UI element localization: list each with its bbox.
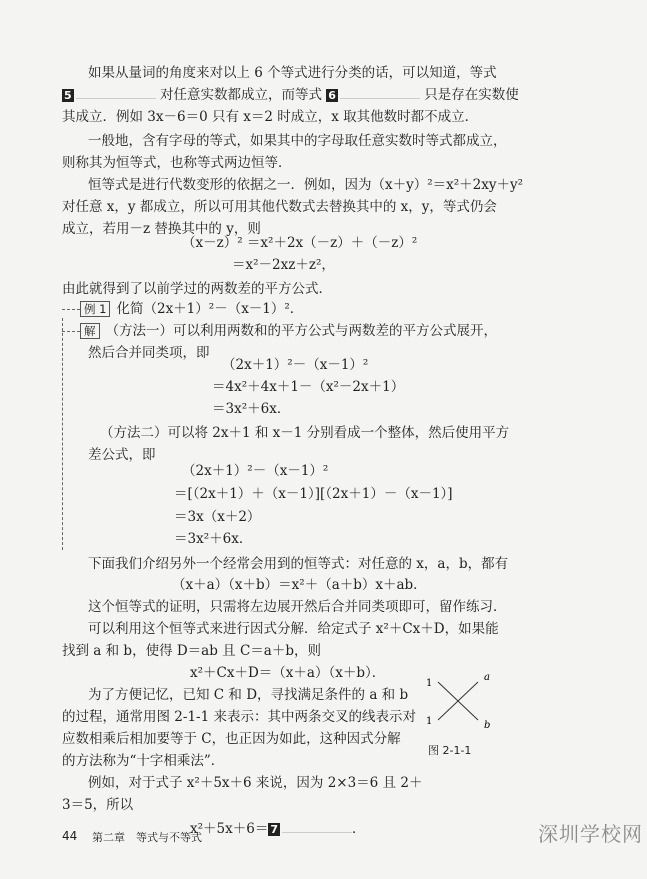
method1-line1 [80,322,497,340]
p4-line2: 这个恒等式的证明，只需将左边展开然后合并同类项即可，留作练习． [88,599,507,615]
p6-equation-text: x²＋5x＋6＝ [190,821,269,837]
p5-line1: 为了方便记忆，已知 C 和 D，寻找满足条件的 a 和 b [88,687,409,703]
p6-line1: 例如，对于式子 x²＋5x＋6 来说，因为 2×3＝6 且 2＋ [88,775,423,791]
p1-line2-text-a: 对任意实数都成立，而等式 [159,87,322,103]
method2-line1: （方法二）可以将 2x＋1 和 x－1 分别看成一个整体，然后使用平方 [100,425,510,441]
p6-equation [190,820,365,838]
method1-eq-3: ＝3x²＋6x． [212,401,291,417]
blank-number-7: 7 [270,823,278,836]
p3-equation-1: （x－z）² ＝x²＋2x（－z）＋（－z）² [182,235,418,251]
p1-line2 [62,86,519,104]
page-number: 44 [62,829,78,843]
p5-line2: 的过程，通常用图 2-1-1 来表示：其中两条交叉的线表示对 [62,709,416,725]
method1-text: （方法一）可以利用两数和的平方公式与两数差的平方公式展开， [105,323,497,339]
method2-line2: 差公式，即 [88,447,156,463]
p3-line4: 由此就得到了以前学过的两数差的平方公式． [62,281,332,297]
figure-top-left: 1 [426,678,433,689]
method2-eq-4: ＝3x²＋6x． [174,531,253,547]
solution-rule [62,331,80,332]
example-heading [80,300,303,318]
figure-top-right: a [484,672,490,683]
p3-line1: 恒等式是进行代数变形的依据之一．例如，因为（x＋y）²＝x²＋2xy＋y² [88,177,524,193]
p5-line3: 应数相乘后相加要等于 C，也正因为如此，这种因式分解 [62,731,401,747]
p1-line2-text-b: 只是存在实数使 [424,87,519,103]
p3-line2: 对任意 x，y 都成立，所以可用其他代数式去替换其中的 x，y，等式仍会 [62,199,497,215]
method2-eq-3: ＝3x（x＋2） [174,509,261,525]
watermark: 深圳学校网 [538,822,643,846]
p1-line3: 其成立．例如 3x－6＝0 只有 x＝2 时成立，x 取其他数时都不成立． [62,109,479,125]
method2-eq-2: ＝[（2x＋1）＋（x－1）][（2x＋1）－（x－1）] [174,486,453,502]
cross-multiplication-figure [420,672,500,732]
p4-line3: 可以利用这个恒等式来进行因式分解．给定式子 x²＋Cx＋D，如果能 [88,621,499,637]
example-text: 化简（2x＋1）²－（x－1）²． [116,301,304,317]
figure-caption: 图 2-1-1 [428,744,472,757]
p4-line1: 下面我们介绍另外一个经常会用到的恒等式：对任意的 x，a，b，都有 [88,556,509,572]
figure-bottom-left: 1 [426,716,433,727]
p4-equation-2: x²＋Cx＋D＝（x＋a）（x＋b）． [190,665,386,681]
method1-eq-1: （2x＋1）²－（x－1）² [222,357,369,373]
solution-margin-line [62,318,63,550]
p3-equation-2: ＝x²－2xz＋z²， [232,257,335,273]
answer-blank-5[interactable] [76,86,156,99]
p1-line1: 如果从量词的角度来对以上 6 个等式进行分类的话，可以知道，等式 [88,65,497,81]
p6-line2: 3＝5，所以 [62,797,134,813]
cross-lines-diagram [420,672,500,732]
solution-tag: 解 [80,323,100,339]
figure-bottom-right: b [484,720,491,731]
p6-equation-end: ． [351,821,366,837]
p5-line4: 的方法称为“十字相乘法”． [62,753,225,769]
p2-line1: 一般地，含有字母的等式，如果其中的字母取任意实数时等式都成立， [88,133,507,149]
p2-line2: 则称其为恒等式，也称等式两边恒等． [62,155,292,171]
answer-blank-7[interactable] [282,820,352,833]
method2-eq-1: （2x＋1）²－（x－1）² [182,463,329,479]
p3-line3: 成立，若用－z 替换其中的 y，则 [62,221,261,237]
p4-line4: 找到 a 和 b，使得 D＝ab 且 C＝a＋b，则 [62,643,321,659]
example-rule [62,309,80,310]
answer-blank-6[interactable] [340,86,420,99]
chapter-title: 第二章 等式与不等式 [92,831,202,844]
example-tag: 例 1 [80,301,110,317]
p4-equation: （x＋a）（x＋b）＝x²＋（a＋b）x＋ab． [172,577,427,593]
blank-number-5: 5 [64,89,72,102]
blank-number-6: 6 [328,89,336,102]
method1-eq-2: ＝4x²＋4x＋1－（x²－2x＋1） [212,379,405,395]
method1-line2: 然后合并同类项，即 [88,345,210,361]
